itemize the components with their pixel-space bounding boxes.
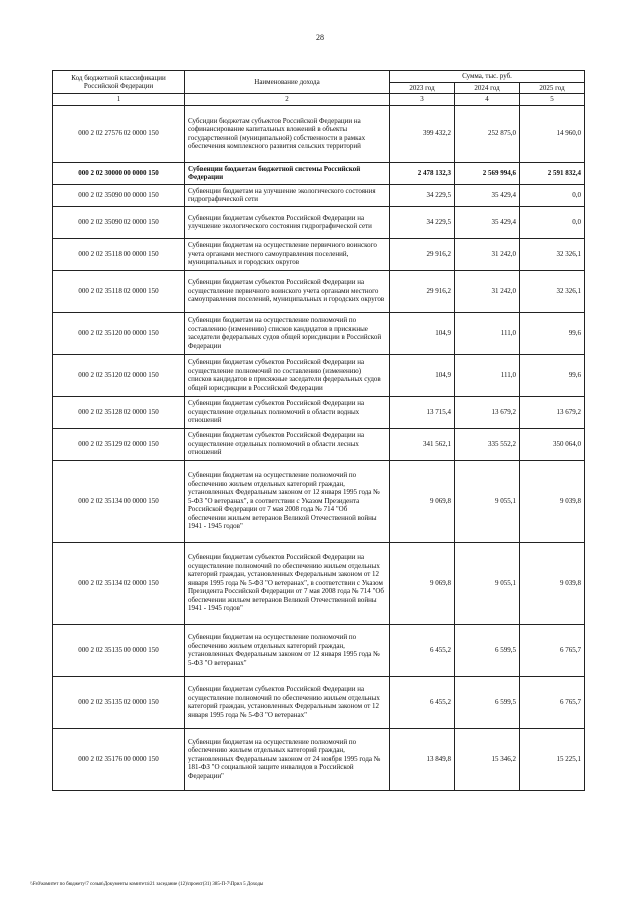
col-number: 3: [390, 94, 455, 106]
header-sum: Сумма, тыс. руб.: [390, 71, 585, 83]
row-value-2025: 32 326,1: [520, 270, 585, 312]
row-value-2024: 31 242,0: [455, 238, 520, 270]
table-row: [53, 162, 585, 184]
row-code: 000 2 02 35118 00 0000 150: [53, 238, 185, 270]
row-value-2025: 99,6: [520, 354, 585, 396]
row-code: 000 2 02 35120 02 0000 150: [53, 354, 185, 396]
row-value-2023: 104,9: [390, 312, 455, 354]
table-row: [53, 184, 585, 206]
header-year-2023: 2023 год: [390, 82, 455, 94]
row-value-2025: 0,0: [520, 206, 585, 238]
row-value-2025: 14 960,0: [520, 105, 585, 162]
row-value-2025: 9 039,8: [520, 460, 585, 542]
table-row: [53, 728, 585, 790]
row-value-2023: 9 069,8: [390, 460, 455, 542]
row-code: 000 2 02 35135 02 0000 150: [53, 676, 185, 728]
row-value-2025: 99,6: [520, 312, 585, 354]
table-row: [53, 105, 585, 162]
row-code: 000 2 02 35176 00 0000 150: [53, 728, 185, 790]
row-value-2024: 35 429,4: [455, 206, 520, 238]
row-value-2024: 35 429,4: [455, 184, 520, 206]
row-value-2024: 335 552,2: [455, 428, 520, 460]
row-value-2023: 104,9: [390, 354, 455, 396]
row-value-2024: 9 055,1: [455, 542, 520, 624]
row-name: Субвенции бюджетам на улучшение экологического состояния гидрографической сети: [185, 184, 390, 206]
row-name: Субвенции бюджетам на осуществление полномочий по обеспечению жильем отдельных категорий граждан, установленных Федеральным законом от 12 января 1995 года № 5-ФЗ "О ветеранах": [185, 624, 390, 676]
row-value-2023: 6 455,2: [390, 624, 455, 676]
row-code: 000 2 02 35120 00 0000 150: [53, 312, 185, 354]
row-name: Субвенции бюджетам субъектов Российской Федерации на осуществление полномочий по обеспечению жильем отдельных категорий граждан, установленных Федеральным законом от 12 января 1995 года № 5-ФЗ "О ветеранах", в соответствии с Указом Президента Российской Федерации от 7 мая 2008 года № 714 "Об обеспечении жильем ветеранов Великой Отечественной войны 1941 - 1945 годов": [185, 542, 390, 624]
header-year-2025: 2025 год: [520, 82, 585, 94]
row-name: Субвенции бюджетам субъектов Российской Федерации на осуществление отдельных полномочий в области водных отношений: [185, 396, 390, 428]
row-code: 000 2 02 35090 00 0000 150: [53, 184, 185, 206]
revenue-table: [52, 70, 585, 791]
row-value-2023: 34 229,5: [390, 184, 455, 206]
row-value-2023: 9 069,8: [390, 542, 455, 624]
row-value-2025: 6 765,7: [520, 624, 585, 676]
row-value-2025: 2 591 832,4: [520, 162, 585, 184]
row-code: 000 2 02 35129 02 0000 150: [53, 428, 185, 460]
row-code: 000 2 02 35134 02 0000 150: [53, 542, 185, 624]
row-value-2024: 13 679,2: [455, 396, 520, 428]
row-value-2025: 9 039,8: [520, 542, 585, 624]
row-value-2023: 341 562,1: [390, 428, 455, 460]
row-value-2023: 29 916,2: [390, 270, 455, 312]
row-value-2024: 111,0: [455, 354, 520, 396]
row-name: Субвенции бюджетам на осуществление первичного воинского учета органами местного самоуправления поселений, муниципальных и городских округов: [185, 238, 390, 270]
row-name: Субвенции бюджетам на осуществление полномочий по составлению (изменению) списков кандидатов в присяжные заседатели федеральных судов общей юрисдикции в Российской Федерации: [185, 312, 390, 354]
file-path-footer: \\Fs0\комитет по бюджету\7 созыв\Документы комитета\21 заседание (12)\проект(31) 385-П-7\Прил 5 Доходы: [30, 882, 264, 887]
row-value-2023: 13 849,8: [390, 728, 455, 790]
table-row: [53, 354, 585, 396]
row-code: 000 2 02 35128 02 0000 150: [53, 396, 185, 428]
row-name: Субсидии бюджетам субъектов Российской Федерации на софинансирование капитальных вложений в объекты государственной (муниципальной) собственности в рамках обеспечения комплексного развития сельских территорий: [185, 105, 390, 162]
table-row: [53, 396, 585, 428]
row-code: 000 2 02 35090 02 0000 150: [53, 206, 185, 238]
table-row: [53, 312, 585, 354]
row-value-2024: 31 242,0: [455, 270, 520, 312]
table-row: [53, 270, 585, 312]
row-name: Субвенции бюджетам субъектов Российской Федерации на улучшение экологического состояния гидрографической сети: [185, 206, 390, 238]
row-value-2023: 6 455,2: [390, 676, 455, 728]
table-row: [53, 206, 585, 238]
row-value-2024: 252 875,0: [455, 105, 520, 162]
row-code: 000 2 02 35135 00 0000 150: [53, 624, 185, 676]
row-name: Субвенции бюджетам субъектов Российской Федерации на осуществление отдельных полномочий в области лесных отношений: [185, 428, 390, 460]
row-name: Субвенции бюджетам на осуществление полномочий по обеспечению жильем отдельных категорий граждан, установленных Федеральным законом от 24 ноября 1995 года № 181-ФЗ "О социальной защите инвалидов в Российской Федерации": [185, 728, 390, 790]
row-value-2024: 6 599,5: [455, 676, 520, 728]
row-value-2023: 34 229,5: [390, 206, 455, 238]
table-row: [53, 624, 585, 676]
row-value-2025: 0,0: [520, 184, 585, 206]
row-name: Субвенции бюджетам субъектов Российской Федерации на осуществление полномочий по составлению (изменению) списков кандидатов в присяжные заседатели федеральных судов общей юрисдикции в Российской Федерации: [185, 354, 390, 396]
row-value-2025: 15 225,1: [520, 728, 585, 790]
row-value-2025: 6 765,7: [520, 676, 585, 728]
header-code: Код бюджетной классификации Российской Федерации: [53, 71, 185, 94]
row-value-2025: 13 679,2: [520, 396, 585, 428]
row-value-2024: 15 346,2: [455, 728, 520, 790]
row-value-2023: 399 432,2: [390, 105, 455, 162]
table-row: [53, 238, 585, 270]
row-code: 000 2 02 27576 02 0000 150: [53, 105, 185, 162]
row-name: Субвенции бюджетам на осуществление полномочий по обеспечению жильем отдельных категорий граждан, установленных Федеральным законом от 12 января 1995 года № 5-ФЗ "О ветеранах", в соответствии с Указом Президента Российской Федерации от 7 мая 2008 года № 714 "Об обеспечении жильем ветеранов Великой Отечественной войны 1941 - 1945 годов": [185, 460, 390, 542]
row-code: 000 2 02 30000 00 0000 150: [53, 162, 185, 184]
col-number: 1: [53, 94, 185, 106]
row-value-2023: 13 715,4: [390, 396, 455, 428]
row-value-2024: 9 055,1: [455, 460, 520, 542]
row-code: 000 2 02 35134 00 0000 150: [53, 460, 185, 542]
col-number: 4: [455, 94, 520, 106]
row-value-2024: 6 599,5: [455, 624, 520, 676]
page-number: 28: [316, 33, 324, 42]
table-row: [53, 542, 585, 624]
header-name: Наименование дохода: [185, 71, 390, 94]
row-value-2023: 29 916,2: [390, 238, 455, 270]
row-name: Субвенции бюджетам субъектов Российской Федерации на осуществление полномочий по обеспечению жильем отдельных категорий граждан, установленных Федеральным законом от 12 января 1995 года № 5-ФЗ "О ветеранах": [185, 676, 390, 728]
table-row: [53, 428, 585, 460]
col-number: 5: [520, 94, 585, 106]
row-value-2023: 2 478 132,3: [390, 162, 455, 184]
table-row: [53, 460, 585, 542]
row-value-2024: 111,0: [455, 312, 520, 354]
row-name: Субвенции бюджетам бюджетной системы Российской Федерации: [185, 162, 390, 184]
row-name: Субвенции бюджетам субъектов Российской Федерации на осуществление первичного воинского учета органами местного самоуправления поселений, муниципальных и городских округов: [185, 270, 390, 312]
row-value-2025: 350 064,0: [520, 428, 585, 460]
col-number: 2: [185, 94, 390, 106]
table-row: [53, 676, 585, 728]
row-code: 000 2 02 35118 02 0000 150: [53, 270, 185, 312]
header-year-2024: 2024 год: [455, 82, 520, 94]
row-value-2024: 2 569 994,6: [455, 162, 520, 184]
row-value-2025: 32 326,1: [520, 238, 585, 270]
